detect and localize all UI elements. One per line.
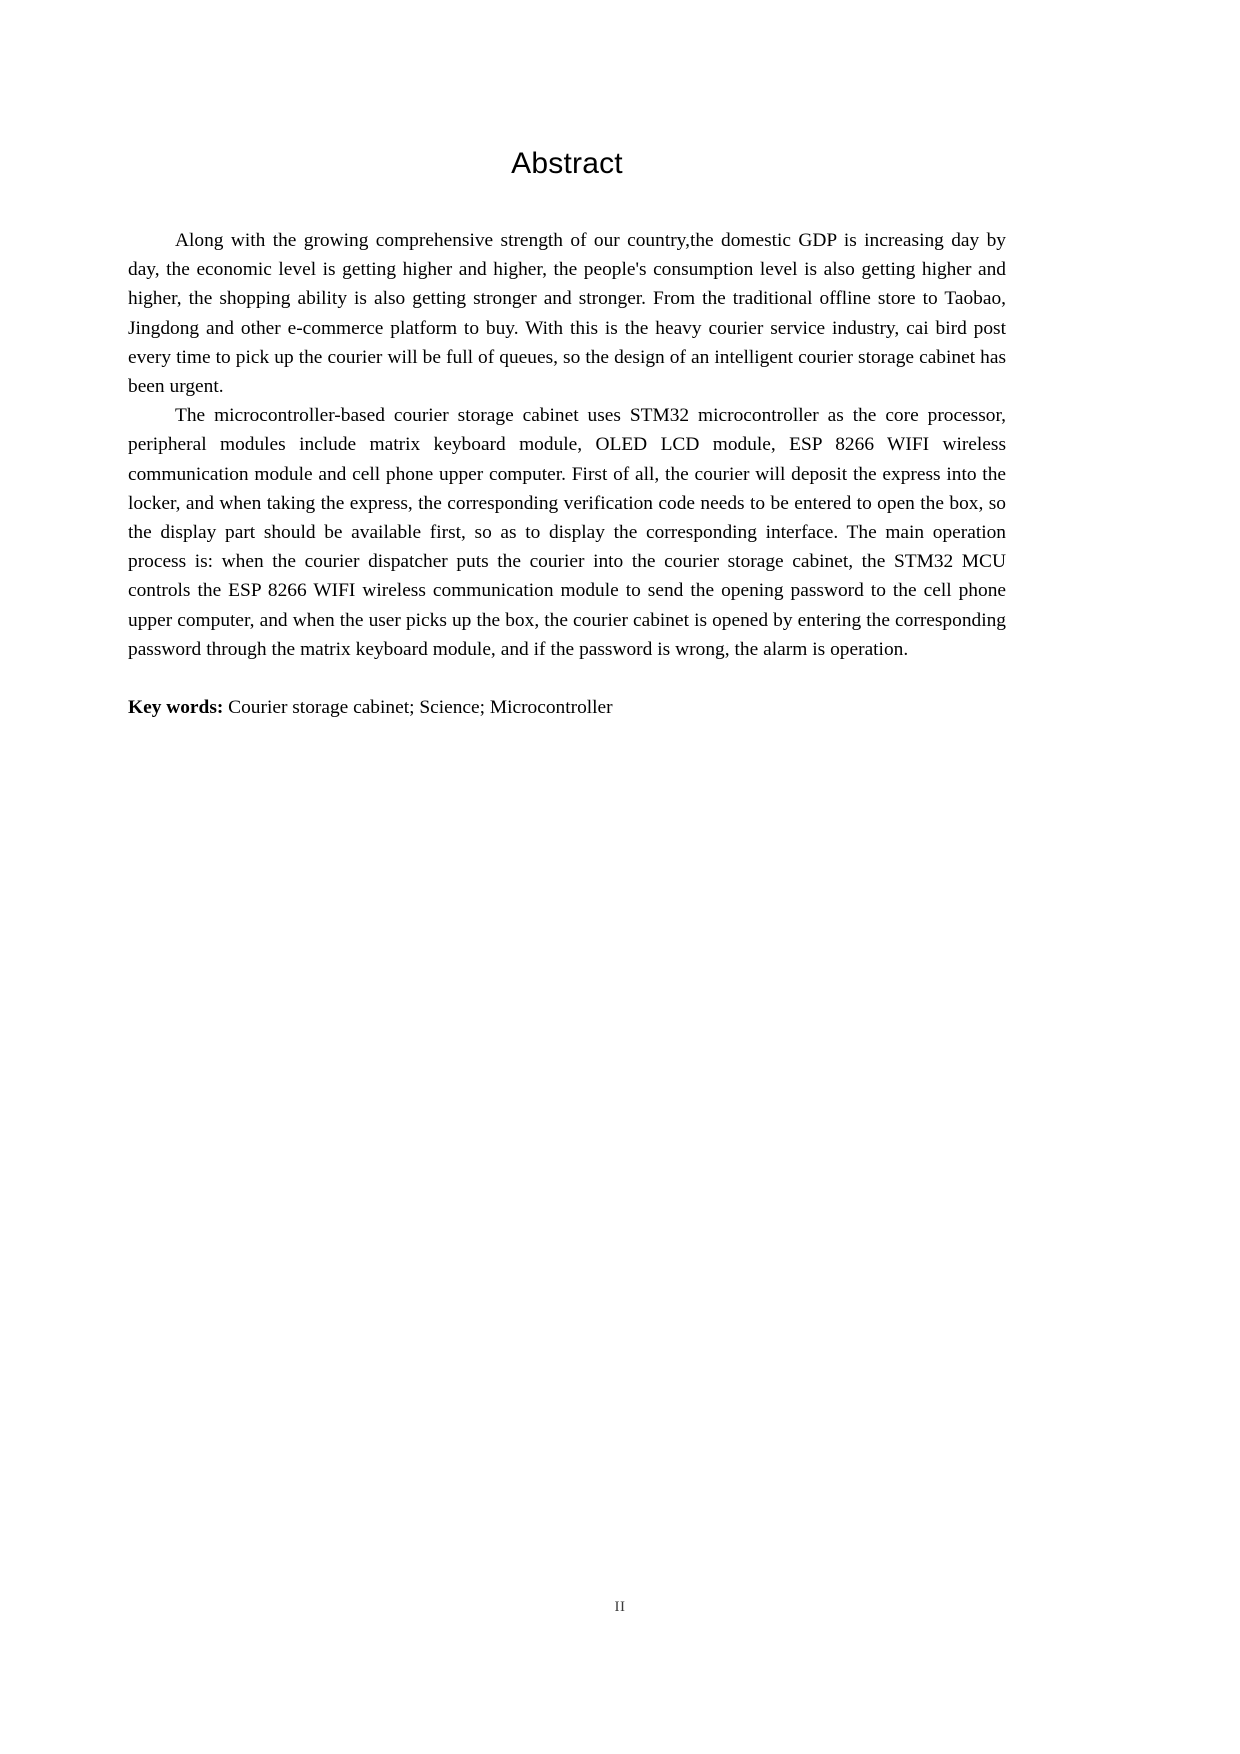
keywords-value: Courier storage cabinet; Science; Microcontroller [223,697,613,719]
abstract-paragraph-1: Along with the growing comprehensive strength of our country,the domestic GDP is increasing day by day, the economic level is getting higher and higher, the people's consumption level is also getting higher and higher, the shopping ability is also getting stronger and stronger. From the traditional offline store to Taobao, Jingdong and other e-commerce platform to buy. With this is the heavy courier service industry, cai bird post every time to pick up the courier will be full of queues, so the design of an intelligent courier storage cabinet has been urgent. [128,230,1006,398]
page-content [128,0,1006,722]
keywords-label: Key words: [128,697,224,719]
keywords-line [128,664,1006,722]
page-title: Abstract [511,147,623,180]
abstract-paragraph-2: The microcontroller-based courier storage cabinet uses STM32 microcontroller as the core processor, peripheral modules include matrix keyboard module, OLED LCD module, ESP 8266 WIFI wireless communication module and cell phone upper computer. First of all, the courier will deposit the express into the locker, and when taking the express, the corresponding verification code needs to be entered to open the box, so the display part should be available first, so as to display the corresponding interface. The main operation process is: when the courier dispatcher puts the courier into the courier storage cabinet, the STM32 MCU controls the ESP 8266 WIFI wireless communication module to send the opening password to the cell phone upper computer, and when the user picks up the box, the courier cabinet is opened by entering the corresponding password through the matrix keyboard module, and if the password is wrong, the alarm is operation. [128,405,1006,660]
abstract-body [128,226,1006,722]
page-number: II [614,1599,626,1615]
